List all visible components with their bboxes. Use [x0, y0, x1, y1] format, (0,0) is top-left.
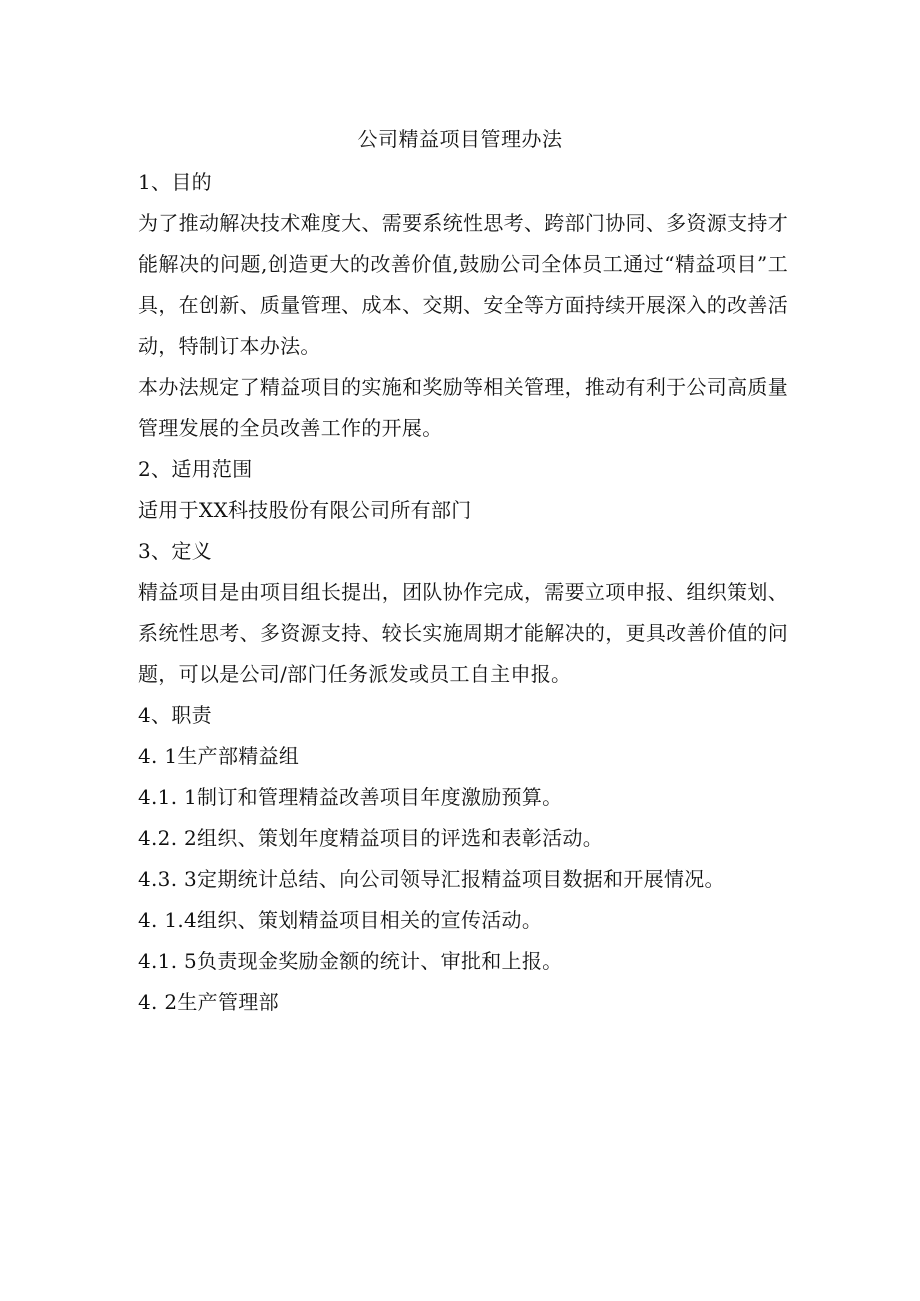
paragraph-scope-of-rules: 本办法规定了精益项目的实施和奖励等相关管理，推动有利于公司高质量管理发展的全员改善工作的开展。: [138, 375, 788, 440]
list-item: 4.1. 5负责现金奖励金额的统计、审批和上报。: [138, 949, 563, 973]
section-heading-definition: 3、定义: [138, 539, 212, 563]
document-body: [138, 162, 788, 1023]
list-item: 4. 1.4组织、策划精益项目相关的宣传活动。: [138, 908, 543, 932]
list-item: 4.2. 2组织、策划年度精益项目的评选和表彰活动。: [138, 826, 604, 850]
paragraph-applicability: 适用于XX科技股份有限公司所有部门: [138, 498, 472, 522]
section-heading-responsibilities: 4、职责: [138, 703, 212, 727]
list-item: 4.1. 1制订和管理精益改善项目年度激励预算。: [138, 785, 563, 809]
subsection-heading-production-management: 4. 2生产管理部: [138, 990, 279, 1014]
subsection-heading-lean-group: 4. 1生产部精益组: [138, 744, 300, 768]
list-item: 4.3. 3定期统计总结、向公司领导汇报精益项目数据和开展情况。: [138, 867, 725, 891]
section-heading-purpose: 1、目的: [138, 170, 212, 194]
paragraph-purpose: 为了推动解决技术难度大、需要系统性思考、跨部门协同、多资源支持才能解决的问题,创造更大的改善价值,鼓励公司全体员工通过“精益项目”工具，在创新、质量管理、成本、交期、安全等方面持续开展深入的改善活动，特制订本办法。: [138, 211, 788, 358]
section-heading-applicability: 2、适用范围: [138, 457, 253, 481]
document-title: 公司精益项目管理办法: [357, 127, 563, 151]
paragraph-definition: 精益项目是由项目组长提出，团队协作完成，需要立项申报、组织策划、系统性思考、多资源支持、较长实施周期才能解决的，更具改善价值的问题，可以是公司/部门任务派发或员工自主申报。: [138, 580, 788, 686]
